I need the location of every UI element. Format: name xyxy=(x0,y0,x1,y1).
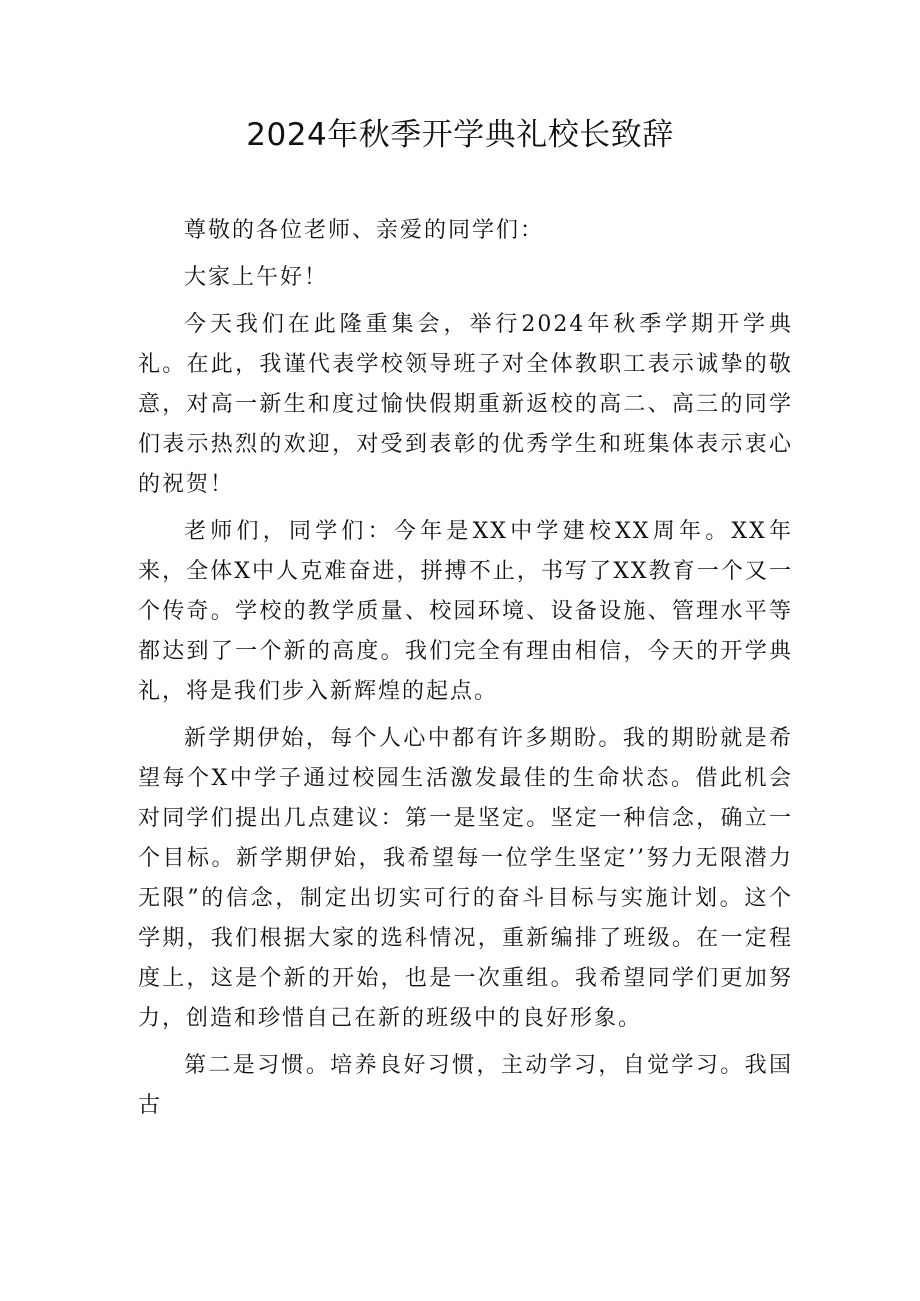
body-paragraph: 今天我们在此隆重集会，举行2024年秋季学期开学典礼。在此，我谨代表学校领导班子对全体教职工表示诚挚的敬意，对高一新生和度过愉快假期重新返校的高二、高三的同学们表示热烈的欢迎，对受到表彰的优秀学生和班集体表示衷心的祝贺！ xyxy=(138,312,793,497)
body-paragraph: 第二是习惯。培养良好习惯，主动学习，自觉学习。我国古 xyxy=(138,1053,793,1118)
body-paragraph: 新学期伊始，每个人心中都有许多期盼。我的期盼就是希望每个X中学子通过校园生活激发最佳的生命状态。借此机会对同学们提出几点建议：第一是坚定。坚定一种信念，确立一个目标。新学期伊始，我希望每一位学生坚定’’努力无限潜力无限”的信念，制定出切实可行的奋斗目标与实施计划。这个学期，我们根据大家的选科情况，重新编排了班级。在一定程度上，这是个新的开始，也是一次重组。我希望同学们更加努力，创造和珍惜自己在新的班级中的良好形象。 xyxy=(138,726,793,1031)
document-body xyxy=(138,211,793,1133)
greeting-paragraph: 大家上午好！ xyxy=(184,265,329,290)
body-paragraph: 老师们，同学们：今年是XX中学建校XX周年。XX年来，全体X中人克难奋进，拼搏不止，书写了XX教育一个又一个传奇。学校的教学质量、校园环境、设备设施、管理水平等都达到了一个新的高度。我们完全有理由相信，今天的开学典礼，将是我们步入新辉煌的起点。 xyxy=(138,519,793,704)
salutation-paragraph: 尊敬的各位老师、亲爱的同学们： xyxy=(184,218,545,243)
document-title: 2024年秋季开学典礼校长致辞 xyxy=(246,117,674,153)
